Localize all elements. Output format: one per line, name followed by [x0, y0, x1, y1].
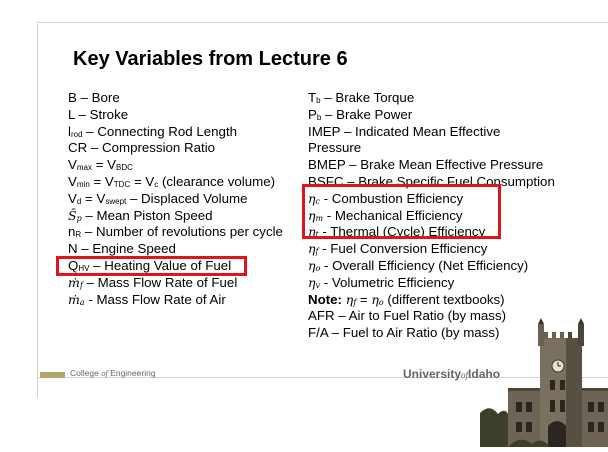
variable-tb: $T_b$ – Brake Torque	[308, 90, 415, 105]
variable-bsfc: BSFC – Brake Specific Fuel Consumption	[308, 173, 555, 189]
slide-title: Key Variables from Lecture 6	[73, 48, 348, 70]
variable-vd: $V_d = V_{swept}$ – Displaced Volume	[68, 190, 248, 206]
variable-pb: $P_b$ – Brake Power	[308, 106, 413, 122]
variable-qhv: $Q_{HV}$ – Heating Value of Fuel	[68, 257, 232, 273]
footer-accent-bar	[40, 372, 65, 378]
variable-imep2: Pressure	[308, 140, 362, 156]
highlight-box-heating-value	[56, 256, 247, 276]
administration-building-tower-image	[480, 318, 608, 447]
variable-ma: ṁ$_a$ - Mass Flow Rate of Air	[68, 291, 226, 307]
variable-afr: AFR – Air to Fuel Ratio (by mass)	[308, 308, 507, 324]
variable-etaf: $\eta_f$ - Fuel Conversion Efficiency	[308, 241, 488, 257]
variable-cr: CR – Compression Ratio	[68, 140, 216, 156]
highlight-box-efficiencies	[302, 184, 501, 239]
variable-etao: $\eta_o$ - Overall Efficiency (Net Efficiency)	[308, 257, 529, 273]
variable-nr: $n_R$ – Number of revolutions per cycle	[68, 224, 283, 240]
variable-imep: IMEP – Indicated Mean Effective	[308, 123, 501, 139]
variable-etat: $\eta_t$ - Thermal (Cycle) Efficiency	[308, 224, 486, 240]
variable-etav: $\eta_v$ - Volumetric Efficiency	[308, 274, 455, 290]
variable-sp: $S̄_p$ – Mean Piston Speed	[68, 207, 213, 223]
variable-mf: ṁ$_f$ – Mass Flow Rate of Fuel	[68, 274, 238, 290]
variable-etac: $\eta_c$ - Combustion Efficiency	[308, 190, 464, 206]
variable-fa: F/A – Fuel to Air Ratio (by mass)	[308, 325, 500, 341]
footer-college-name: College of Engineering	[70, 368, 156, 378]
variable-vmax: $V_{max} = V_{BDC}$	[68, 157, 133, 173]
variable-n: N – Engine Speed	[68, 241, 176, 257]
footer-university-logo: UniversityofIdaho	[403, 367, 501, 381]
variable-stroke: L – Stroke	[68, 106, 129, 122]
variable-bmep: BMEP – Brake Mean Effective Pressure	[308, 157, 544, 173]
variable-etam: $\eta_m$ - Mechanical Efficiency	[308, 207, 463, 223]
variable-vmin: $V_{min} = V_{TDC} = V_c$ (clearance volume)	[68, 173, 276, 189]
variable-bore: B – Bore	[68, 90, 120, 105]
variable-note: Note: $\eta_f = \eta_o$ (different textbooks)	[308, 291, 505, 307]
variable-rod: $l_{rod}$ – Connecting Rod Length	[68, 123, 238, 139]
